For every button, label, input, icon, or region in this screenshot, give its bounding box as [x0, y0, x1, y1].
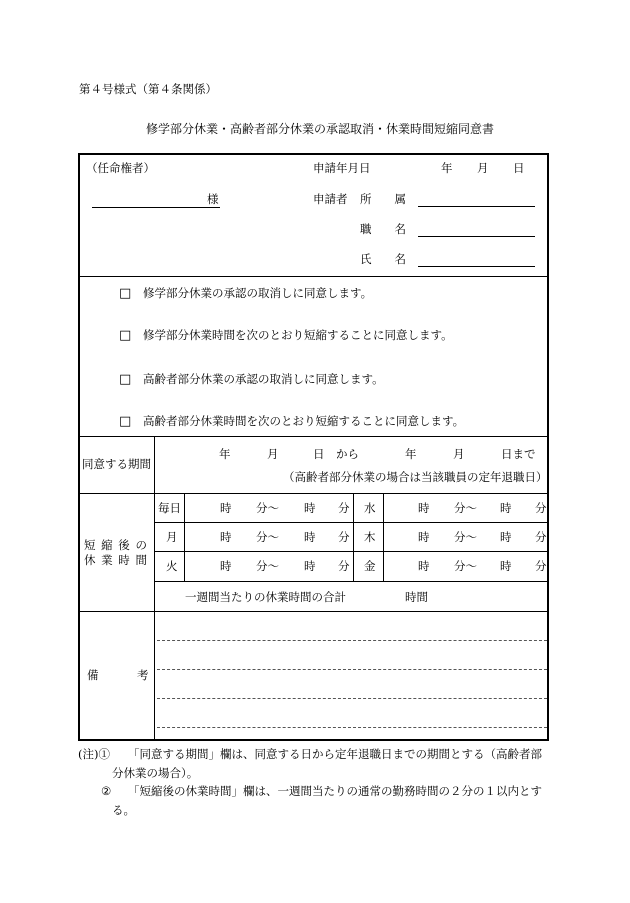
period-month-until: 月 — [453, 447, 465, 461]
note1-line2: 分休業の場合）。 — [112, 766, 199, 780]
position-line[interactable] — [418, 236, 535, 237]
remarks-line-3[interactable] — [157, 698, 547, 699]
option-text-3: 高齢者部分休業の承認の取消しに同意します。 — [143, 372, 384, 386]
option-text-1: 修学部分休業の承認の取消しに同意します。 — [143, 286, 373, 300]
mid-column-line — [353, 493, 354, 581]
row2-right-fun: 分 — [535, 530, 547, 544]
date-label: 申請年月日 — [313, 161, 371, 175]
row2-left-fun: 分 — [338, 530, 350, 544]
period-note: （高齢者部分休業の場合は当該職員の定年退職日） — [283, 470, 548, 484]
row1-left-ji1: 時 — [220, 501, 232, 515]
note2-line2: る。 — [112, 803, 135, 817]
row1-right-fun-kara: 分～ — [454, 501, 477, 515]
row2-right-fun-kara: 分～ — [454, 530, 477, 544]
period-year-from: 年 — [219, 447, 231, 461]
period-label: 同意する期間 — [82, 457, 151, 471]
period-day-from: 日 から — [313, 447, 359, 461]
row1-right-fun: 分 — [535, 501, 547, 515]
row3-left-fun-kara: 分～ — [256, 559, 279, 573]
option-checkbox-4[interactable]: □ — [119, 414, 132, 429]
row2-left-ji2: 時 — [304, 530, 316, 544]
day-thursday: 木 — [364, 530, 376, 544]
weekly-total-unit: 時間 — [405, 590, 428, 604]
option-checkbox-3[interactable]: □ — [119, 372, 132, 387]
remarks-line-2[interactable] — [157, 669, 547, 670]
row1-left-ji2: 時 — [304, 501, 316, 515]
remarks-label-b: 考 — [137, 668, 149, 682]
row3-right-fun-kara: 分～ — [454, 559, 477, 573]
date-day: 日 — [513, 161, 525, 175]
row3-right-fun: 分 — [535, 559, 547, 573]
divider-shortened — [79, 611, 548, 612]
row2-left-ji1: 時 — [220, 530, 232, 544]
row3-left-ji1: 時 — [220, 559, 232, 573]
row2-right-ji1: 時 — [418, 530, 430, 544]
name-label: 氏 名 — [360, 252, 406, 266]
note2-prefix: ② — [101, 784, 112, 798]
row2-left-fun-kara: 分～ — [256, 530, 279, 544]
divider-row2 — [155, 551, 548, 552]
day-column-line-right — [383, 493, 384, 581]
row2-right-ji2: 時 — [500, 530, 512, 544]
option-checkbox-2[interactable]: □ — [119, 328, 132, 343]
applicant-label: 申請者 — [313, 192, 348, 206]
row3-right-ji2: 時 — [500, 559, 512, 573]
option-text-4: 高齢者部分休業時間を次のとおり短縮することに同意します。 — [143, 414, 465, 428]
dept-line[interactable] — [418, 206, 535, 207]
divider-options — [79, 436, 548, 437]
note1-line1: 「同意する期間」欄は、同意する日から定年退職日までの期間とする（高齢者部 — [128, 747, 542, 761]
day-monday: 月 — [166, 530, 178, 544]
remarks-line-4[interactable] — [157, 727, 547, 728]
row3-left-fun: 分 — [338, 559, 350, 573]
divider-row1 — [155, 522, 548, 523]
remarks-line-1[interactable] — [157, 640, 547, 641]
sama-label: 様 — [207, 192, 219, 206]
period-year-until: 年 — [405, 447, 417, 461]
weekly-total-label: 一週間当たりの休業時間の合計 — [185, 590, 346, 604]
dept-label: 所 属 — [360, 192, 406, 206]
divider-period — [79, 493, 548, 494]
position-label: 職 名 — [360, 222, 406, 236]
day-friday: 金 — [364, 559, 376, 573]
period-day-until: 日まで — [501, 447, 536, 461]
option-checkbox-1[interactable]: □ — [119, 286, 132, 301]
note2-line1: 「短縮後の休業時間」欄は、一週間当たりの通常の勤務時間の２分の１以内とす — [128, 784, 542, 798]
note1-prefix: (注)① — [78, 747, 110, 761]
day-everyday: 毎日 — [158, 501, 181, 515]
divider-top — [79, 276, 548, 277]
date-year: 年 — [441, 161, 453, 175]
row3-left-ji2: 時 — [304, 559, 316, 573]
row1-left-fun: 分 — [338, 501, 350, 515]
form-number: 第４号様式（第４条関係） — [79, 82, 217, 96]
appointer-label: （任命権者） — [86, 161, 155, 175]
row1-right-ji2: 時 — [500, 501, 512, 515]
shortened-label-line2: 休 業 時 間 — [84, 553, 148, 567]
day-wednesday: 水 — [364, 501, 376, 515]
appointer-name-line[interactable] — [92, 207, 220, 208]
name-line[interactable] — [418, 266, 535, 267]
day-column-line-left — [184, 493, 185, 581]
period-month-from: 月 — [267, 447, 279, 461]
row1-left-fun-kara: 分～ — [256, 501, 279, 515]
date-month: 月 — [477, 161, 489, 175]
row3-right-ji1: 時 — [418, 559, 430, 573]
label-column-line — [154, 436, 155, 740]
row1-right-ji1: 時 — [418, 501, 430, 515]
remarks-label-a: 備 — [87, 668, 99, 682]
day-tuesday: 火 — [166, 559, 178, 573]
option-text-2: 修学部分休業時間を次のとおり短縮することに同意します。 — [143, 328, 453, 342]
document-title: 修学部分休業・高齢者部分休業の承認取消・休業時間短縮同意書 — [146, 122, 495, 136]
divider-row3 — [155, 581, 548, 582]
shortened-label-line1: 短 縮 後 の — [84, 538, 148, 552]
